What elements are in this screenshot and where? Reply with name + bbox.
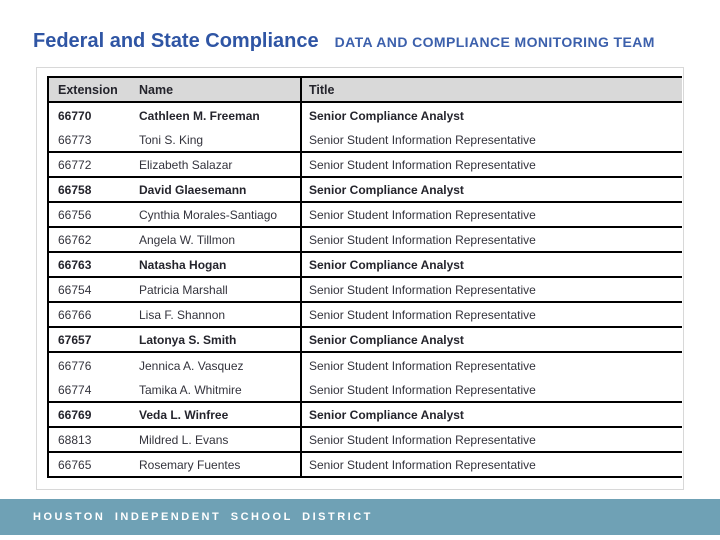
page-subtitle: DATA AND COMPLIANCE MONITORING TEAM (334, 34, 655, 50)
name-cell: Lisa F. Shannon (139, 307, 226, 322)
name-cell: David Glaesemann (139, 182, 247, 197)
table-row (49, 253, 682, 278)
extension-cell: 66773 (58, 132, 92, 147)
name-cell: Natasha Hogan (139, 257, 227, 272)
extension-cell: 66754 (58, 282, 92, 297)
slide-header (33, 30, 655, 53)
table-row (49, 328, 682, 353)
name-cell: Cynthia Morales-Santiago (139, 207, 278, 222)
extension-cell: 66776 (58, 358, 92, 373)
column-header-name: Name (139, 82, 174, 97)
title-cell: Senior Student Information Representative (309, 432, 536, 447)
title-cell: Senior Student Information Representative (309, 232, 536, 247)
name-cell: Latonya S. Smith (139, 332, 237, 347)
table-row (49, 453, 682, 478)
extension-cell: 66763 (58, 257, 92, 272)
extension-cell: 66756 (58, 207, 92, 222)
title-cell: Senior Student Information Representative (309, 382, 536, 397)
extension-cell: 68813 (58, 432, 92, 447)
title-cell: Senior Compliance Analyst (309, 407, 464, 422)
column-header-extension: Extension (58, 82, 118, 97)
table-row (49, 128, 682, 153)
table-row (49, 428, 682, 453)
extension-cell: 66770 (58, 108, 92, 123)
table-row (49, 353, 682, 378)
column-divider-line (300, 76, 302, 478)
name-cell: Patricia Marshall (139, 282, 228, 297)
staff-table (47, 76, 682, 478)
name-cell: Mildred L. Evans (139, 432, 229, 447)
title-cell: Senior Compliance Analyst (309, 108, 464, 123)
extension-cell: 67657 (58, 332, 92, 347)
name-cell: Jennica A. Vasquez (139, 358, 244, 373)
name-cell: Veda L. Winfree (139, 407, 229, 422)
title-cell: Senior Student Information Representative (309, 307, 536, 322)
table-row (49, 378, 682, 403)
name-cell: Elizabeth Salazar (139, 157, 233, 172)
extension-cell: 66774 (58, 382, 92, 397)
column-header-title: Title (309, 82, 335, 97)
table-body (49, 103, 682, 478)
page-title: Federal and State Compliance (33, 30, 319, 52)
title-cell: Senior Student Information Representative (309, 358, 536, 373)
name-cell: Toni S. King (139, 132, 204, 147)
title-cell: Senior Compliance Analyst (309, 257, 464, 272)
extension-cell: 66772 (58, 157, 92, 172)
extension-cell: 66758 (58, 182, 92, 197)
table-row (49, 303, 682, 328)
table-row (49, 178, 682, 203)
title-cell: Senior Student Information Representative (309, 132, 536, 147)
title-cell: Senior Student Information Representative (309, 457, 536, 472)
name-cell: Angela W. Tillmon (139, 232, 236, 247)
title-cell: Senior Student Information Representative (309, 207, 536, 222)
title-cell: Senior Student Information Representative (309, 282, 536, 297)
name-cell: Cathleen M. Freeman (139, 108, 260, 123)
name-cell: Tamika A. Whitmire (139, 382, 242, 397)
table-row (49, 403, 682, 428)
extension-cell: 66766 (58, 307, 92, 322)
extension-cell: 66762 (58, 232, 92, 247)
title-cell: Senior Student Information Representative (309, 157, 536, 172)
footer-text: HOUSTON INDEPENDENT SCHOOL DISTRICT (33, 511, 373, 523)
table-row (49, 228, 682, 253)
extension-cell: 66765 (58, 457, 92, 472)
title-cell: Senior Compliance Analyst (309, 182, 464, 197)
footer-band (0, 499, 720, 535)
table-row (49, 103, 682, 128)
table-header-row (49, 76, 682, 103)
extension-cell: 66769 (58, 407, 92, 422)
table-row (49, 153, 682, 178)
table-row (49, 203, 682, 228)
name-cell: Rosemary Fuentes (139, 457, 241, 472)
title-cell: Senior Compliance Analyst (309, 332, 464, 347)
table-row (49, 278, 682, 303)
